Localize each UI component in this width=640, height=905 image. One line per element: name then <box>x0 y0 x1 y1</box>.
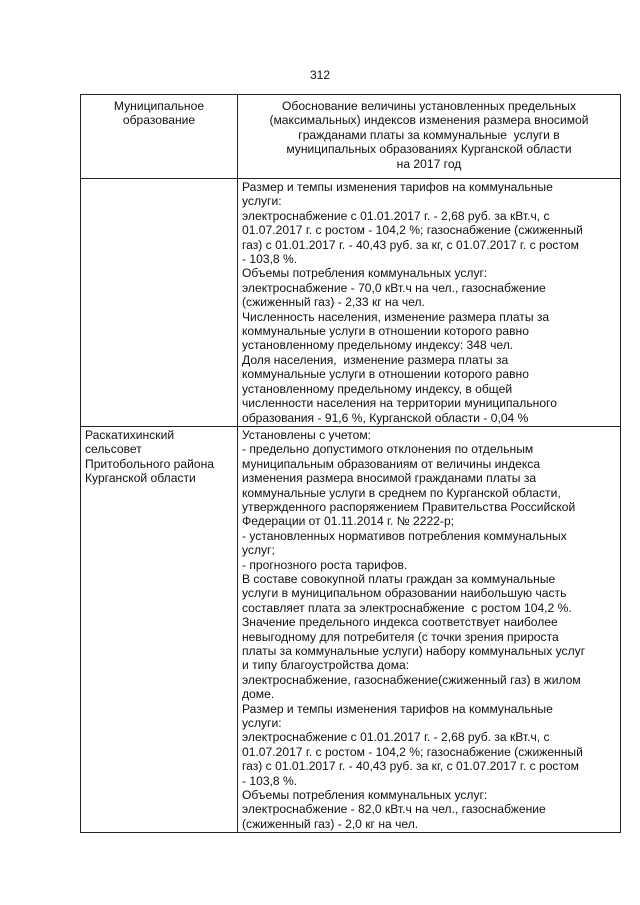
table-row <box>81 179 621 427</box>
text-line: доме. <box>242 687 275 702</box>
paragraph <box>242 353 616 425</box>
text-line: установленному предельному индексу: 348 чел. <box>242 338 514 353</box>
text-line: образования - 91,6 %, Курганской области - 0,04 % <box>242 410 529 425</box>
header-line: гражданами платы за коммунальные услуги в <box>298 127 560 142</box>
text-line: Численность населения, изменение размера платы за <box>242 309 550 324</box>
header-line: муниципальных образованиях Курганской области <box>286 142 572 157</box>
text-line: установленному предельному индексу, в общей <box>242 381 513 396</box>
header-line: Муниципальное <box>113 99 205 113</box>
text-line: Установлены с учетом: <box>242 427 371 442</box>
municipality-line: Притобольного района <box>85 456 215 471</box>
text-line: услуг; <box>242 543 275 558</box>
table-header-row <box>81 95 621 179</box>
paragraph <box>242 180 616 266</box>
text-line: электроснабжение с 01.01.2017 г. - 2,68 руб. за кВт.ч, с <box>242 730 550 745</box>
text-line: коммунальные услуги в отношении которого равно <box>242 367 529 382</box>
text-line: составляет плата за электроснабжение с ростом 104,2 %. <box>242 600 572 615</box>
text-line: 01.07.2017 г. с ростом - 104,2 %; газоснабжение (сжиженный <box>242 223 583 238</box>
text-line: электроснабжение - 70,0 кВт.ч на чел., газоснабжение <box>242 280 546 295</box>
header-line: Обоснование величины установленных предельных <box>281 99 577 113</box>
text-line: и типу благоустройства дома: <box>242 658 410 673</box>
text-line: невыгодному для потребителя (с точки зрения прироста <box>242 629 559 644</box>
paragraph <box>242 615 616 701</box>
text-line: - 103,8 %. <box>242 252 298 267</box>
header-justification <box>238 95 621 179</box>
paragraph <box>242 266 616 309</box>
text-line: электроснабжение с 01.01.2017 г. - 2,68 руб. за кВт.ч, с <box>242 208 550 223</box>
text-line: 01.07.2017 г. с ростом - 104,2 %; газоснабжение (сжиженный <box>242 744 583 759</box>
text-line: изменения размера вносимой гражданами платы за <box>242 471 537 486</box>
paragraph <box>242 310 616 353</box>
text-line: коммунальные услуги в отношении которого равно <box>242 324 529 339</box>
text-line: - прогнозного роста тарифов. <box>242 557 408 572</box>
text-line: Объемы потребления коммунальных услуг: <box>242 266 488 281</box>
text-line: электроснабжение, газоснабжение(сжиженный газ) в жилом <box>242 672 581 687</box>
text-line: - 103,8 %. <box>242 773 298 788</box>
text-line: (сжиженный газ) - 2,0 кг на чел. <box>242 816 419 831</box>
text-line: В составе совокупной платы граждан за коммунальные <box>242 571 556 586</box>
text-line: услуги в муниципальном образовании наибольшую часть <box>242 586 567 601</box>
text-line: услуги: <box>242 194 282 209</box>
page-number: 312 <box>309 68 331 82</box>
municipality-cell-empty <box>81 179 238 427</box>
text-line: услуги: <box>242 716 282 731</box>
paragraph <box>242 702 616 788</box>
text-line: - установленных нормативов потребления коммунальных <box>242 528 567 543</box>
header-line: на 2017 год <box>396 156 462 171</box>
text-line: численности населения на территории муниципального <box>242 396 557 411</box>
text-line: электроснабжение - 82,0 кВт.ч на чел., газоснабжение <box>242 802 546 817</box>
text-line: Размер и темпы изменения тарифов на коммунальные <box>242 701 553 716</box>
municipality-line: Курганской области <box>85 471 196 486</box>
text-line: муниципальным образованиям от величины индекса <box>242 456 541 471</box>
text-line: платы за коммунальные услуги) набору коммунальных услуг <box>242 644 586 658</box>
municipality-cell <box>81 426 238 832</box>
header-municipality <box>81 95 238 179</box>
header-line: (максимальных) индексов изменения размера вносимой <box>269 113 589 128</box>
text-line: утвержденного распоряжением Правительства Российской <box>242 499 576 514</box>
paragraph <box>242 572 616 615</box>
table-row <box>81 426 621 832</box>
text-line: Объемы потребления коммунальных услуг: <box>242 788 488 803</box>
justification-cell <box>238 426 621 832</box>
text-line: газ) с 01.01.2017 г. - 40,43 руб. за кг, с 01.07.2017 г. с ростом <box>242 759 579 774</box>
justification-cell <box>238 179 621 427</box>
header-line: образование <box>122 113 196 128</box>
text-line: (сжиженный газ) - 2,33 кг на чел. <box>242 295 425 310</box>
justification-table <box>80 94 621 833</box>
text-line: Размер и темпы изменения тарифов на коммунальные <box>242 180 553 194</box>
text-line: Федерации от 01.11.2014 г. № 2222-р; <box>242 514 455 529</box>
municipality-line: сельсовет <box>85 442 142 457</box>
text-line: коммунальные услуги в среднем по Курганской области, <box>242 485 561 500</box>
text-line: Доля населения, изменение размера платы за <box>242 352 509 367</box>
text-line: Значение предельного индекса соответствует наиболее <box>242 615 558 630</box>
text-line: - предельно допустимого отклонения по отдельным <box>242 442 534 457</box>
text-line: газ) с 01.01.2017 г. - 40,43 руб. за кг, с 01.07.2017 г. с ростом <box>242 237 579 252</box>
paragraph <box>242 788 616 831</box>
paragraph <box>242 428 616 572</box>
municipality-line: Раскатихинский <box>85 427 175 442</box>
